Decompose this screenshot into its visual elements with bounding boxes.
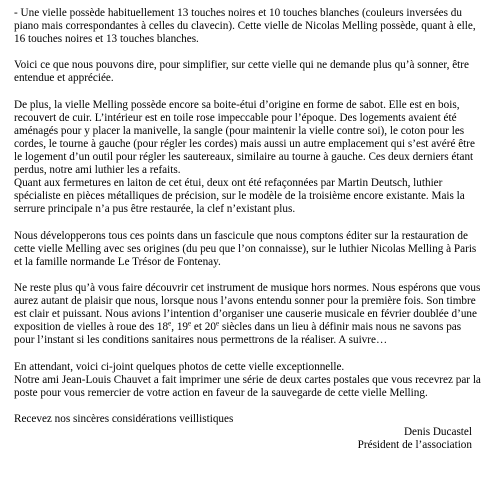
paragraph-postcards: Notre ami Jean-Louis Chauvet a fait imprimer une série de deux cartes postales que vous recevrez par la poste pour vous remercier de votre action en faveur de la sauvegarde de cette vielle Melling. xyxy=(14,373,481,399)
paragraph-booklet: Nous développerons tous ces points dans un fascicule que nous comptons éditer sur la restauration de cette vielle Melling avec ses origines (du peu que l’on connaisse), sur le luthier Nicolas Melling à Paris et la famille normande Le Trésor de Fontenay. xyxy=(14,229,477,268)
paragraph-clasps: Quant aux fermetures en laiton de cet étui, deux ont été refaçonnées par Martin Deutsch, luthier spécialiste en pièces métalliques de précision, sur le modèle de la troisième encore existante. Mais la serrure principale n’a pus être restaurée, la clef n’existant plus. xyxy=(14,177,465,216)
signature-name: Denis Ducastel xyxy=(403,426,472,438)
paragraph-event: Ne reste plus qu’à vous faire découvrir cet instrument de musique hors normes. Nous espérons que vous aurez autant de plaisir que nous, lorsque nous l’avons entendu sonner pour la première fois. Son timbre est clair et puissant. Nous avions l’intention d’organiser une causerie musicale en février doublée d’une exposition de vielles à roue des 18e, 19e et 20e siècles dans un lieu à définir mais nous ne savons pas pour l’instant si les conditions sanitaires nous permettrons de la réaliser. A suivre… xyxy=(14,281,481,347)
paragraph-photos: En attendant, voici ci-joint quelques photos de cette vielle exceptionnelle. xyxy=(14,360,345,373)
photos-section xyxy=(14,361,481,400)
paragraph-summary: Voici ce que nous pouvons dire, pour simplifier, sur cette vielle qui ne demande plus qu’à sonner, être entendue et appréciée. xyxy=(14,59,469,85)
closing-line: Recevez nos sincères considérations veillistiques xyxy=(14,412,234,425)
case-section xyxy=(14,99,481,217)
paragraph-case: De plus, la vielle Melling possède encore sa boite-étui d’origine en forme de sabot. Elle est en bois, recouvert de cuir. L’intérieur est en toile rose impeccable pour l’époque. Des logements avaient été aménagés pour y placer la manivelle, la sangle (pour maintenir la vielle contre soi), le coton pour les cordes, le tourne à gauche (pour régler les cordes) mais aussi un autre emplacement qui s’est avéré être le logement d’un outil pour régler les sautereaux, similaire au tourne à gauche. Ces deux derniers étant perdus, notre ami luthier les a refaits. xyxy=(14,98,475,177)
signature-block xyxy=(14,426,481,452)
signature-title: Président de l’association xyxy=(357,439,472,452)
paragraph-keys: - Une vielle possède habituellement 13 touches noires et 10 touches blanches (couleurs inversées du piano mais correspondantes à celles du clavecin). Cette vielle de Nicolas Melling possède, quant à elle, 16 touches noires et 13 touches blanches. xyxy=(14,7,476,46)
